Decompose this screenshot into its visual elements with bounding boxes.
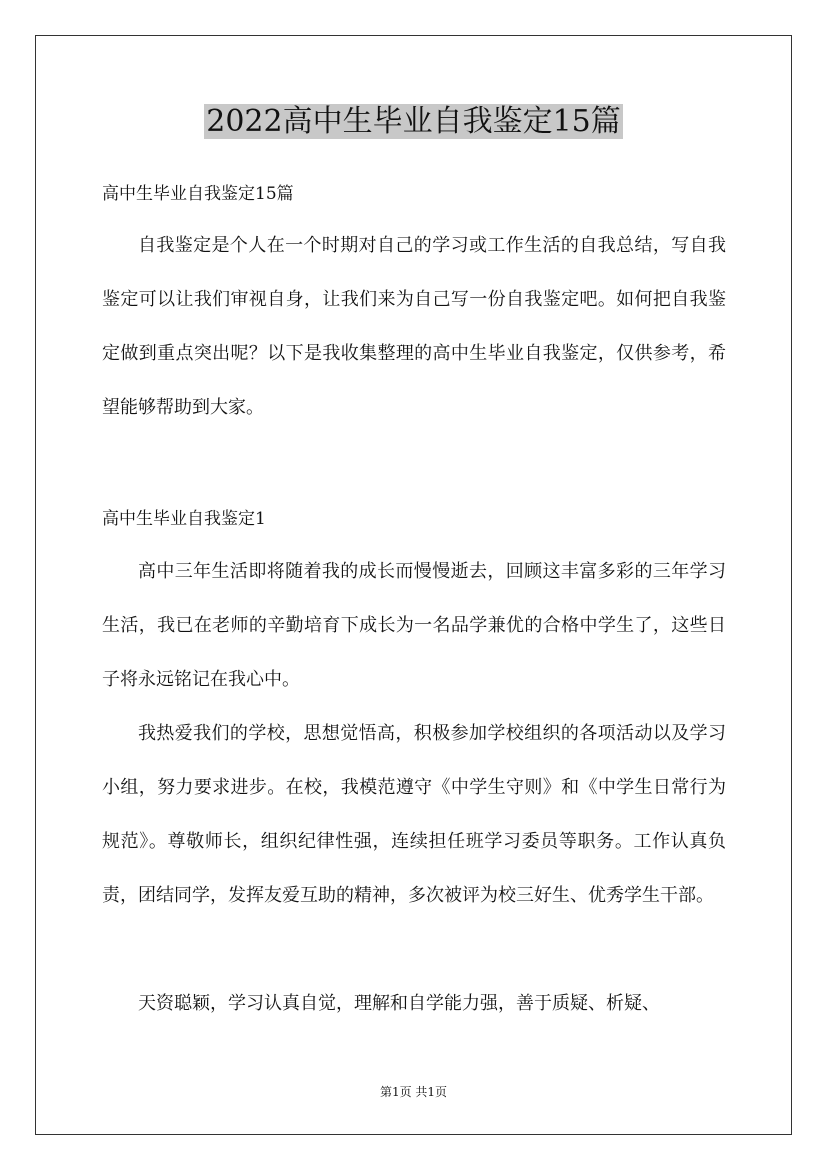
- document-title: [0, 100, 827, 144]
- body-paragraph-2: 我热爱我们的学校，思想觉悟高，积极参加学校组织的各项活动以及学习小组，努力要求进步。在校，我模范遵守《中学生守则》和《中学生日常行为规范》。尊敬师长，组织纪律性强，连续担任班学习委员等职务。工作认真负责，团结同学，发挥友爱互助的精神，多次被评为校三好生、优秀学生干部。: [102, 723, 726, 906]
- body-paragraph-3: 天资聪颖，学习认真自觉，理解和自学能力强，善于质疑、析疑、: [138, 993, 660, 1014]
- page-footer: 第1页 共1页: [379, 1085, 448, 1099]
- section-heading: 高中生毕业自我鉴定1: [102, 509, 266, 529]
- document-subtitle: 高中生毕业自我鉴定15篇: [102, 184, 294, 204]
- document-title-text: 2022高中生毕业自我鉴定15篇: [206, 104, 621, 139]
- intro-paragraph: 自我鉴定是个人在一个时期对自己的学习或工作生活的自我总结，写自我鉴定可以让我们审视自身，让我们来为自己写一份自我鉴定吧。如何把自我鉴定做到重点突出呢？以下是我收集整理的高中生毕业自我鉴定，仅供参考，希望能够帮助到大家。: [102, 235, 726, 418]
- body-paragraph-1: 高中三年生活即将随着我的成长而慢慢逝去，回顾这丰富多彩的三年学习生活，我已在老师的辛勤培育下成长为一名品学兼优的合格中学生了，这些日子将永远铭记在我心中。: [102, 561, 726, 690]
